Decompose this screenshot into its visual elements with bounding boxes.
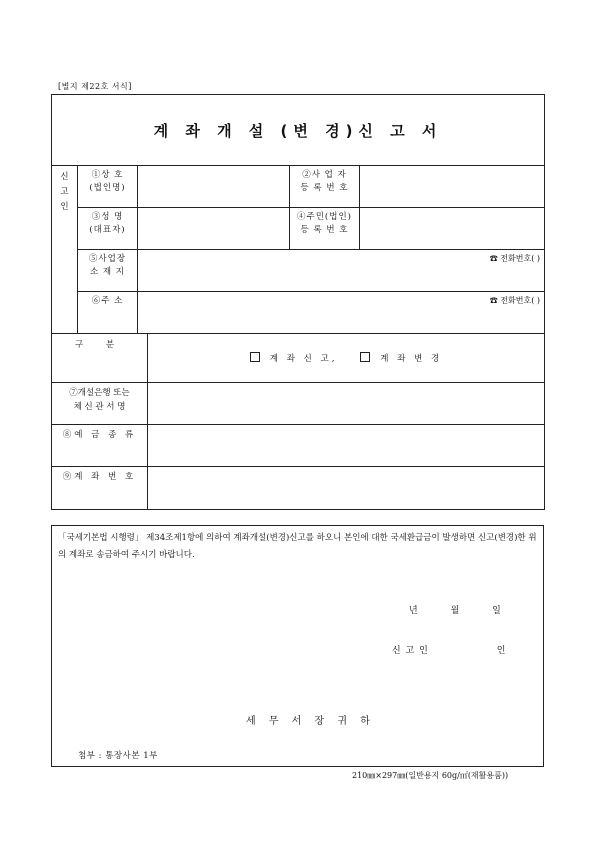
- home-phone-label: ☎ 전화번호( ): [489, 296, 540, 305]
- date-line: [409, 603, 503, 616]
- declaration-text: 「국세기본법 시행령」 제34조제1항에 의하여 계좌개설(변경)신고를 하오니 본인에 대한 국세환급금이 발생하면 신고(변경)한 위의 계좌로 송금하여 주시기 바랍니다.: [58, 533, 537, 560]
- attachment-note: 첨부 : 통장사본 1부: [78, 751, 158, 761]
- business-address-label: ⑤사업장 소 재 지: [78, 250, 138, 292]
- classification-options: [148, 334, 545, 383]
- resident-reg-number-field[interactable]: [360, 208, 545, 250]
- form-title: 계 좌 개 설 (변 경)신 고 서: [153, 121, 443, 140]
- applicant-section-label: 신 고 인: [52, 166, 78, 334]
- paper-spec-footer: 210㎜×297㎜(일반용지 60g/㎡(재활용품)): [352, 771, 509, 780]
- date-year[interactable]: 년: [409, 606, 420, 616]
- application-form-table: [51, 94, 545, 510]
- account-change-checkbox[interactable]: [360, 352, 370, 362]
- date-month[interactable]: 월: [450, 606, 462, 616]
- signature-line: [392, 643, 506, 656]
- account-number-label: ⑨계 좌 번 호: [52, 467, 148, 510]
- classification-label: 구 분: [52, 334, 148, 383]
- biz-reg-number-label: ②사 업 자 등 록 번 호: [290, 166, 360, 208]
- account-new-label: 계 좌 신 고,: [269, 354, 338, 364]
- name-label: ③성 명 (대표자): [78, 208, 138, 250]
- bank-name-label: ⑦개설은행 또는 체 신 관 서 명: [52, 383, 148, 425]
- account-change-label: 계 좌 변 경: [380, 354, 443, 364]
- resident-reg-number-label: ④주민(법인) 등 록 번 호: [290, 208, 360, 250]
- trade-name-label: ①상 호 (법인명): [78, 166, 138, 208]
- business-address-field[interactable]: [138, 250, 545, 292]
- account-number-field[interactable]: [148, 467, 545, 510]
- title-cell: [52, 95, 545, 166]
- bank-name-field[interactable]: [148, 383, 545, 425]
- deposit-type-label: ⑧예 금 종 류: [52, 425, 148, 467]
- tax-office-addressee: 세 무 서 장 귀 하: [246, 716, 375, 727]
- business-phone-label: ☎ 전화번호( ): [489, 254, 540, 263]
- date-day[interactable]: 일: [492, 606, 503, 616]
- address-field[interactable]: [138, 292, 545, 334]
- trade-name-field[interactable]: [138, 166, 290, 208]
- biz-reg-number-field[interactable]: [360, 166, 545, 208]
- name-field[interactable]: [138, 208, 290, 250]
- seal-mark[interactable]: 인: [496, 646, 507, 656]
- address-label: ⑥주 소: [78, 292, 138, 334]
- deposit-type-field[interactable]: [148, 425, 545, 467]
- applicant-signature-label: 신 고 인: [392, 646, 429, 656]
- account-new-checkbox[interactable]: [250, 352, 260, 362]
- form-number: [별지 제22호 서식]: [58, 82, 132, 91]
